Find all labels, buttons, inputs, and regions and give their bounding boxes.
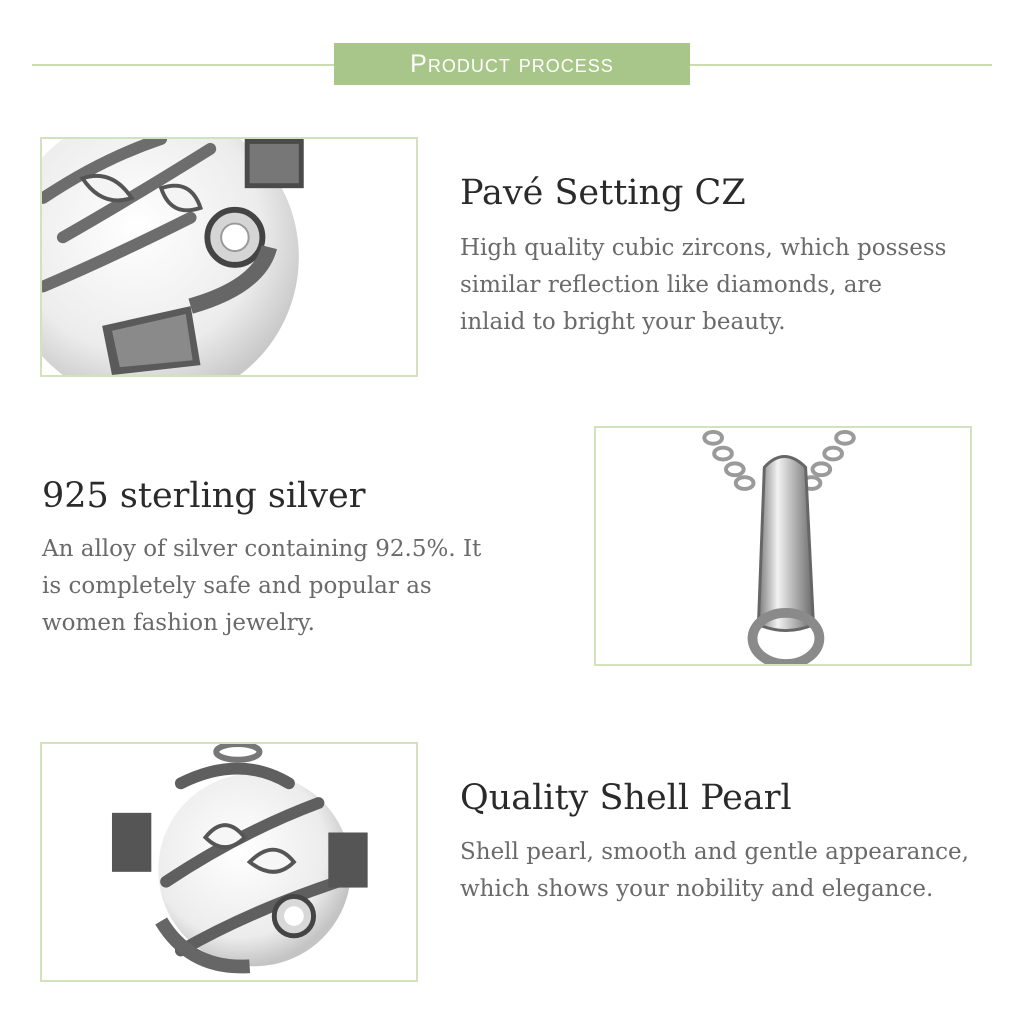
- section-banner: Product process: [334, 43, 690, 85]
- feature-description-shell-pearl: [460, 834, 969, 908]
- description-line: is completely safe and popular as: [42, 573, 432, 599]
- description-line: women fashion jewelry.: [42, 610, 315, 636]
- pave-setting-closeup-image: [40, 137, 418, 377]
- description-line: An alloy of silver containing 92.5%. It: [42, 536, 482, 562]
- header-divider-right: [690, 64, 992, 66]
- description-line: inlaid to bright your beauty.: [460, 309, 786, 335]
- header-divider-left: [32, 64, 334, 66]
- feature-description-sterling-silver: [42, 531, 481, 642]
- feature-title-shell-pearl: Quality Shell Pearl: [460, 778, 792, 818]
- description-line: Shell pearl, smooth and gentle appearance,: [460, 839, 969, 865]
- description-line: High quality cubic zircons, which possess: [460, 235, 947, 261]
- silver-bail-closeup-image: [594, 426, 972, 666]
- feature-description-pave-setting: [460, 230, 946, 341]
- feature-title-sterling-silver: 925 sterling silver: [42, 476, 366, 516]
- description-line: similar reflection like diamonds, are: [460, 272, 883, 298]
- feature-title-pave-setting: Pavé Setting CZ: [460, 173, 746, 213]
- description-line: which shows your nobility and elegance.: [460, 876, 934, 902]
- shell-pearl-pendant-image: [40, 742, 418, 982]
